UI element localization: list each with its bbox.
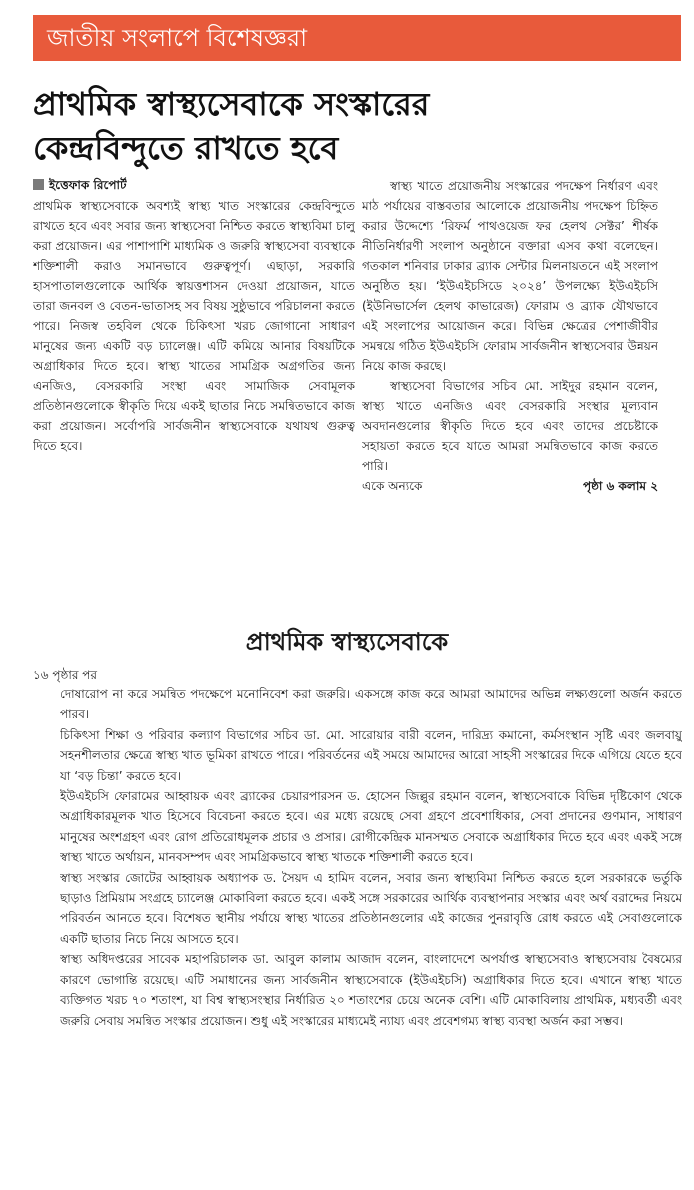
byline-square-icon xyxy=(33,179,44,190)
left-column xyxy=(33,196,355,592)
right-paragraph: স্বাস্থ্য খাতে প্রয়োজনীয় সংস্কারের পদক্ষেপ নির্ধারণ এবং মাঠ পর্যায়ের বাস্তবতার আলোকে প্রয়োজনীয় পদক্ষেপ চিহ্নিত করার উদ্দেশ্যে ‘রিফর্ম পাথওয়েজ ফর হেলথ সেক্টর’ শীর্ষক নীতিনির্ধারণী সংলাপ অনুষ্ঠানে বক্তারা এসব কথা বলেছেন। গতকাল শনিবার ঢাকার ব্র্যাক সেন্টার মিলনায়তনে এই সংলাপ অনুষ্ঠিত হয়। ‘ইউএইচসিডে ২০২৪’ উপলক্ষ্যে ইউএইচসি (ইউনিভার্সেল হেলথ কাভারেজ) ফোরাম ও ব্র্যাক যৌথভাবে এই সংলাপের আয়োজন করে। বিভিন্ন ক্ষেত্রের পেশাজীবীর সমন্বয়ে গঠিত ইউএইচসি ফোরাম সার্বজনীন স্বাস্থ্যসেবার উন্নয়ন নিয়ে কাজ করছে। xyxy=(362,179,658,373)
continuation-paragraph: চিকিৎসা শিক্ষা ও পরিবার কল্যাণ বিভাগের সচিব ডা. মো. সারোয়ার বারী বলেন, দারিদ্র্য কমানো, কর্মসংস্থান সৃষ্টি এবং জলবায়ু সহনশীলতার ক্ষেত্রে স্বাস্থ্য খাত ভূমিকা রাখতে পারে। পরিবর্তনের এই সময়ে আমাদের আরো সাহসী সংস্কারের দিকে এগিয়ে যেতে হবে যা ‘বড় চিন্তা’ করতে হবে। xyxy=(60,727,682,783)
headline xyxy=(33,82,683,170)
byline xyxy=(33,176,127,194)
continuation-headline: প্রাথমিক স্বাস্থ্যসেবাকে xyxy=(245,628,449,656)
section-banner-label: জাতীয় সংলাপে বিশেষজ্ঞরা xyxy=(47,24,308,52)
headline-line-2: কেন্দ্রবিন্দুতে রাখতে হবে xyxy=(33,129,339,167)
jump-teaser: একে অন্যকে xyxy=(362,479,423,493)
continuation-paragraph: ইউএইচসি ফোরামের আহ্বায়ক এবং ব্র্যাকের চেয়ারপারসন ড. হোসেন জিল্লুর রহমান বলেন, স্বাস্থ্যসেবাকে বিভিন্ন দৃষ্টিকোণ থেকে অগ্রাধিকারমূলক খাত হিসেবে বিবেচনা করতে হবে। এর মধ্যে রয়েছে সেবা গ্রহণে প্রবেশাধিকার, সেবা প্রদানের গুণমান, সাধারণ মানুষের অংশগ্রহণ এবং রোগ প্রতিরোধমূলক প্রচার ও প্রসার। রোগীকেন্দ্রিক মানসম্মত সেবাকে অগ্রাধিকার দিতে হবে এবং একই সঙ্গে স্বাস্থ্য খাতে অর্থায়ন, মানবসম্পদ এবং সামগ্রিকভাবে স্বাস্থ্য খাতকে শক্তিশালী করতে হবে। xyxy=(60,789,682,865)
continuation-paragraph: স্বাস্থ্য সংস্কার জোটের আহ্বায়ক অধ্যাপক ড. সৈয়দ এ হামিদ বলেন, সবার জন্য স্বাস্থ্যবিমা নিশ্চিত করতে হলে সরকারকে ভর্তুকি ছাড়াও প্রিমিয়াম সংগ্রহে চ্যালেঞ্জ মোকাবিলা করতে হবে। একই সঙ্গে সরকারের আর্থিক ব্যবস্থাপনার সংস্কার এবং অর্থ বরাদ্দের নিয়মে পরিবর্তন আনতে হবে। বিশেষত স্থানীয় পর্যায়ে স্বাস্থ্য খাতের প্রতিষ্ঠানগুলোর এই কাজের পুনরাবৃত্তি রোধ করতে এই সেবাগুলোকে একটি ছাতার নিচে নিয়ে আসতে হবে। xyxy=(60,870,682,946)
jump-line xyxy=(362,476,658,496)
continuation-paragraph: স্বাস্থ্য অধিদপ্তরের সাবেক মহাপরিচালক ডা. আবুল কালাম আজাদ বলেন, বাংলাদেশে অপর্যাপ্ত স্বাস্থ্যসেবাও স্বাস্থ্যসেবায় বৈষম্যের কারণে ভোগান্তি রয়েছে। এটি সমাধানের জন্য সার্বজনীন স্বাস্থ্যসেবাকে (ইউএইচসি) অগ্রাধিকার দিতে হবে। এখানে স্বাস্থ্য খাতে ব্যক্তিগত খরচ ৭০ শতাংশ, যা বিশ্ব স্বাস্থ্যসংস্থার নির্ধারিত ২০ শতাংশের চেয়ে অনেক বেশি। এটি মোকাবিলায় প্রাথমিক, মধ্যবর্তী এবং জরুরি সেবায় সমন্বিত সংস্কার প্রয়োজন। শুধু এই সংস্কারের মাধ্যমেই ন্যায্য এবং প্রবেশগম্য স্বাস্থ্য ব্যবস্থা অর্জন করা সম্ভব। xyxy=(60,952,682,1028)
right-column xyxy=(362,176,658,596)
jump-reference: পৃষ্ঠা ৬ কলাম ২ xyxy=(582,479,658,493)
continuation-paragraph: দোষারোপ না করে সমন্বিত পদক্ষেপে মনোনিবেশ করা জরুরি। একসঙ্গে কাজ করে আমরা আমাদের অভিন্ন লক্ষ্যগুলো অর্জন করতে পারব। xyxy=(60,687,682,722)
continued-from-label: ১৬ পৃষ্ঠার পর xyxy=(33,668,98,682)
section-banner xyxy=(33,15,681,61)
byline-text: ইত্তেফাক রিপোর্ট xyxy=(49,178,127,192)
right-paragraph: স্বাস্থ্যসেবা বিভাগের সচিব মো. সাইদুর রহমান বলেন, স্বাস্থ্য খাতে এনজিও এবং বেসরকারি সংস্থার মূল্যবান অবদানগুলোর স্বীকৃতি দিতে হবে এবং তাদের প্রচেষ্টাকে সহায়তা করতে হবে যাতে আমরা সমন্বিতভাবে কাজ করতে পারি। xyxy=(362,379,658,473)
continuation-body xyxy=(60,684,682,1154)
left-paragraph: প্রাথমিক স্বাস্থ্যসেবাকে অবশ্যই স্বাস্থ্য খাত সংস্কারের কেন্দ্রবিন্দুতে রাখতে হবে এবং সবার জন্য স্বাস্থ্যসেবা নিশ্চিত করতে স্বাস্থ্যবিমা চালু করা প্রয়োজন। এর পাশাপাশি মাধ্যমিক ও জরুরি স্বাস্থ্যসেবা ব্যবস্থাকে শক্তিশালী করাও সমানভাবে গুরুত্বপূর্ণ। এছাড়া, সরকারি হাসপাতালগুলোকে আর্থিক স্বায়ত্তশাসন দেওয়া প্রয়োজন, যাতে তারা জনবল ও বেতন-ভাতাসহ সব বিষয় সুষ্ঠুভাবে পরিচালনা করতে পারে। নিজস্ব তহবিল থেকে চিকিৎসা খরচ জোগানো সাধারণ মানুষের জন্য একটি বড় চ্যালেঞ্জ। এটি কমিয়ে আনার বিষয়টিকে অগ্রাধিকার দিতে হবে। স্বাস্থ্য খাতের সামগ্রিক অগ্রগতির জন্য এনজিও, বেসরকারি সংস্থা এবং সামাজিক সেবামূলক প্রতিষ্ঠানগুলোকে স্বীকৃতি দিয়ে একই ছাতার নিচে সমন্বিতভাবে কাজ করা প্রয়োজন। সর্বোপরি সার্বজনীন স্বাস্থ্যসেবাকে যথাযথ গুরুত্ব দিতে হবে। xyxy=(33,199,355,453)
headline-line-1: প্রাথমিক স্বাস্থ্যসেবাকে সংস্কারের xyxy=(33,85,430,123)
